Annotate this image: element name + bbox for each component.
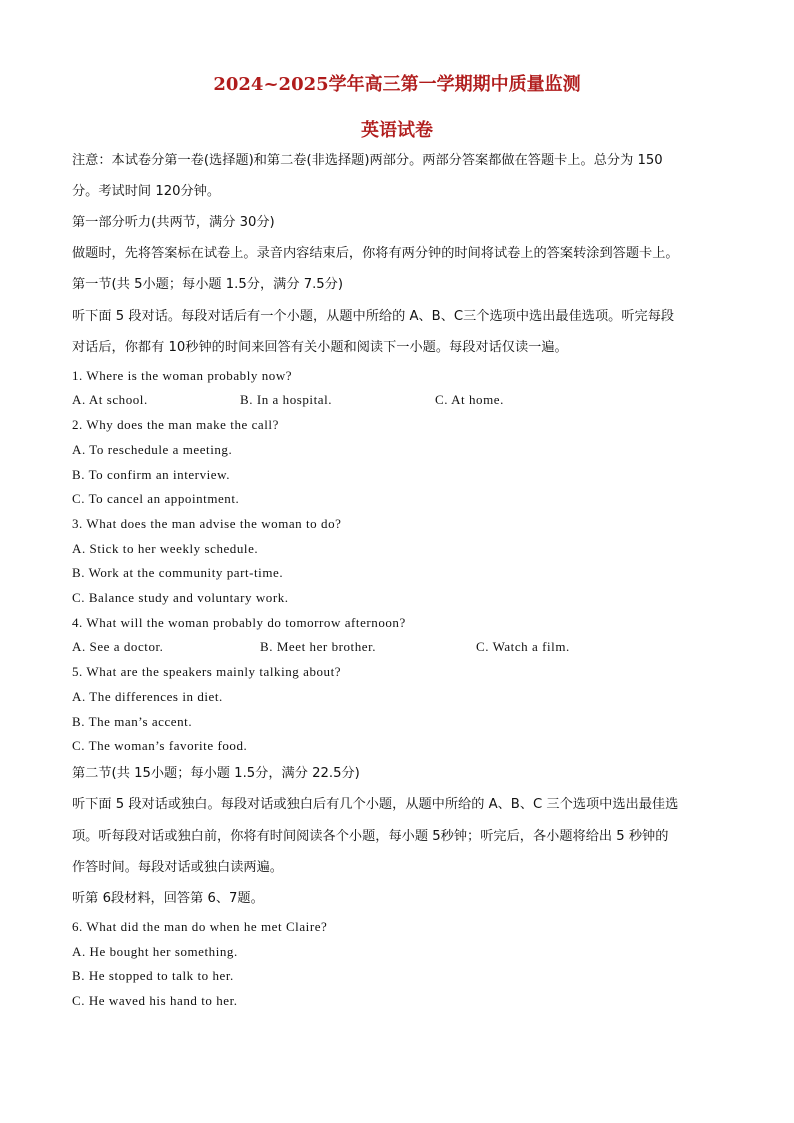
question-2-option-b: B. To confirm an interview. <box>72 467 230 482</box>
question-5-option-c: C. The woman’s favorite food. <box>72 738 248 753</box>
question-2-stem: 2. Why does the man make the call? <box>72 417 279 432</box>
question-1-option-c: C. At home. <box>435 392 504 407</box>
question-4-option-c: C. Watch a film. <box>476 639 570 654</box>
section1-heading: 第一节(共 5小题；每小题 1.5分，满分 7.5分) <box>72 277 344 292</box>
question-4-stem: 4. What will the woman probably do tomorrow afternoon? <box>72 615 406 630</box>
question-2-option-c: C. To cancel an appointment. <box>72 491 240 506</box>
section2-heading: 第二节(共 15小题；每小题 1.5分，满分 22.5分) <box>72 766 360 781</box>
question-1-option-b: B. In a hospital. <box>240 392 333 407</box>
question-1-stem: 1. Where is the woman probably now? <box>72 368 293 383</box>
question-6-option-c: C. He waved his hand to her. <box>72 993 238 1008</box>
question-3-option-c: C. Balance study and voluntary work. <box>72 590 289 605</box>
question-6-option-a: A. He bought her something. <box>72 944 238 959</box>
question-2-option-a: A. To reschedule a meeting. <box>72 442 233 457</box>
question-3-option-a: A. Stick to her weekly schedule. <box>72 541 259 556</box>
question-3-stem: 3. What does the man advise the woman to do? <box>72 516 342 531</box>
exam-title: 2024~2025学年高三第一学期期中质量监测 <box>213 74 581 95</box>
section2-instruction-1: 听下面 5 段对话或独白。每段对话或独白后有几个小题，从题中所给的 A、B、C 三个选项中选出最佳选 <box>72 797 679 812</box>
part1-instruction: 做题时，先将答案标在试卷上。录音内容结束后，你将有两分钟的时间将试卷上的答案转涂到答题卡上。 <box>72 246 679 261</box>
question-5-option-a: A. The differences in diet. <box>72 689 223 704</box>
question-6-stem: 6. What did the man do when he met Claire? <box>72 919 328 934</box>
section2-instruction-3: 作答时间。每段对话或独白读两遍。 <box>72 860 283 875</box>
section2-instruction-2: 项。听每段对话或独白前，你将有时间阅读各个小题，每小题 5秒钟；听完后，各小题将给出 5 秒钟的 <box>72 829 669 844</box>
question-4-option-a: A. See a doctor. <box>72 639 164 654</box>
question-1-option-a: A. At school. <box>72 392 148 407</box>
material-6-heading: 听第 6段材料，回答第 6、7题。 <box>72 891 264 906</box>
part1-heading: 第一部分听力(共两节，满分 30分) <box>72 215 275 230</box>
exam-subtitle: 英语试卷 <box>361 120 433 141</box>
question-6-option-b: B. He stopped to talk to her. <box>72 968 234 983</box>
section1-instruction-1: 听下面 5 段对话。每段对话后有一个小题，从题中所给的 A、B、C三个选项中选出最佳选项。听完每段 <box>72 309 675 324</box>
notes-line-1: 注意：本试卷分第一卷(选择题)和第二卷(非选择题)两部分。两部分答案都做在答题卡上。总分为 150 <box>72 153 663 168</box>
question-5-stem: 5. What are the speakers mainly talking about? <box>72 664 342 679</box>
question-3-option-b: B. Work at the community part-time. <box>72 565 284 580</box>
question-5-option-b: B. The man’s accent. <box>72 714 193 729</box>
section1-instruction-2: 对话后，你都有 10秒钟的时间来回答有关小题和阅读下一小题。每段对话仅读一遍。 <box>72 340 568 355</box>
question-4-option-b: B. Meet her brother. <box>260 639 377 654</box>
notes-line-2: 分。考试时间 120分钟。 <box>72 184 221 199</box>
